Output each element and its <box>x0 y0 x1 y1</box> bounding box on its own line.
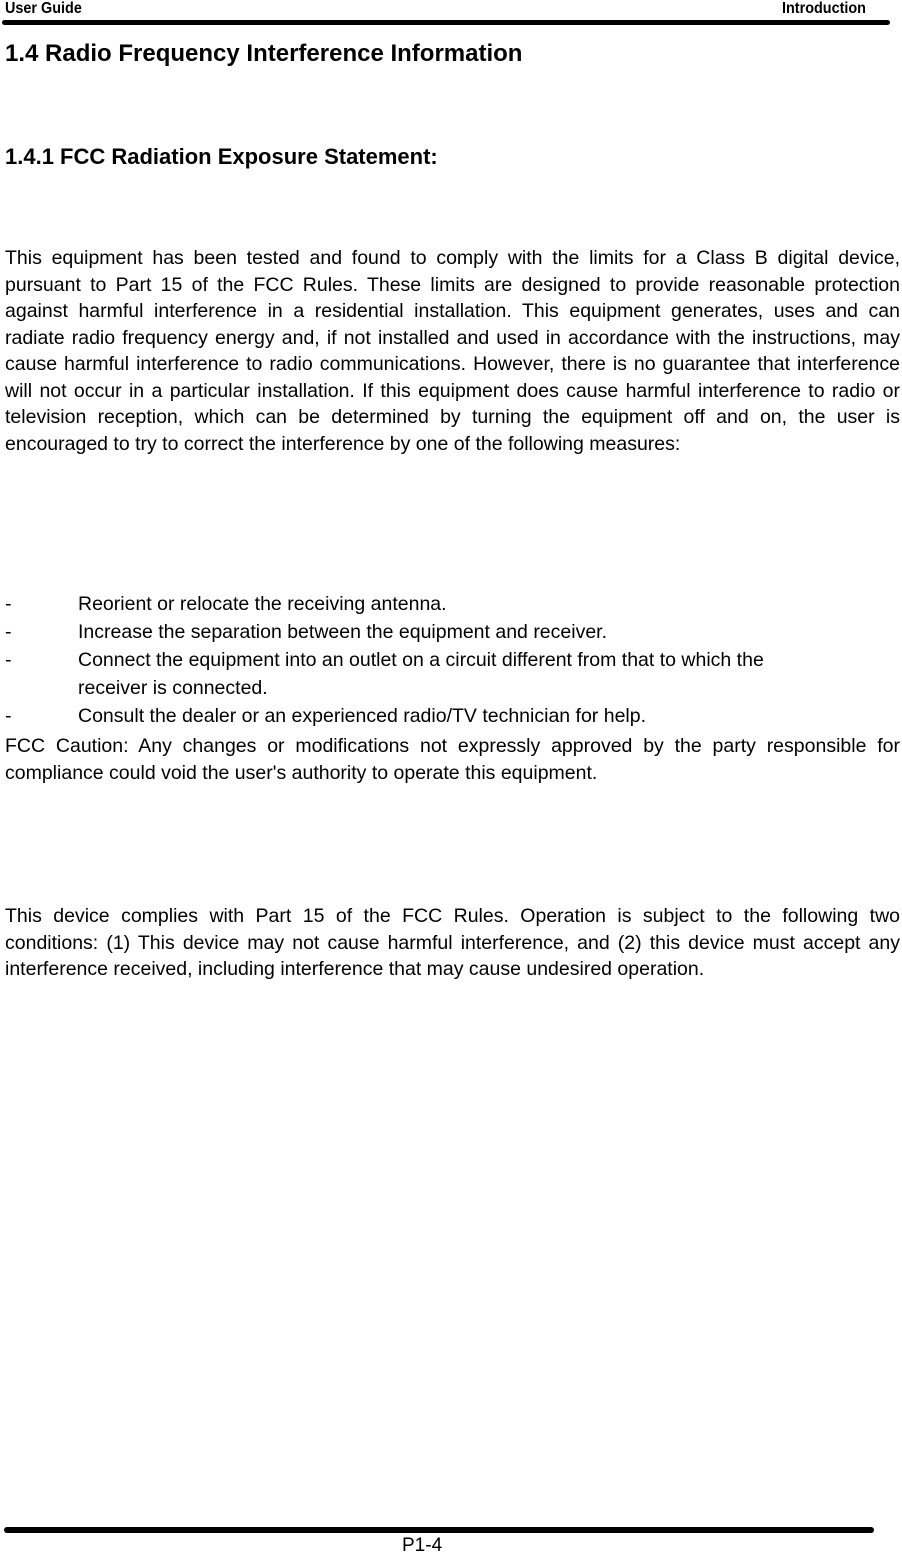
list-item-text: Reorient or relocate the receiving antenna. <box>78 593 447 615</box>
measures-list <box>5 590 900 730</box>
list-item <box>5 702 900 730</box>
list-bullet: - <box>5 705 12 727</box>
section-title: 1.4 Radio Frequency Interference Information <box>5 40 523 67</box>
list-bullet: - <box>5 621 12 643</box>
list-bullet: - <box>5 649 12 671</box>
list-item <box>5 646 900 702</box>
footer-divider <box>4 1527 874 1533</box>
header-divider <box>2 20 890 25</box>
paragraph-compliance: This equipment has been tested and found to comply with the limits for a Class B digital device, pursuant to Part 15 of the FCC Rules. These limits are designed to provide reasonable protection against harmful interference in a residential installation. This equipment generates, uses and can radiate radio frequency energy and, if not installed and used in accordance with the instructions, may cause harmful interference to radio communications. However, there is no guarantee that interference will not occur in a particular installation. If this equipment does cause harmful interference to radio or television reception, which can be determined by turning the equipment off and on, the user is encouraged to try to correct the interference by one of the following measures: <box>5 247 900 455</box>
list-item-text: Consult the dealer or an experienced radio/TV technician for help. <box>78 705 647 727</box>
page-number: P1-4 <box>402 1535 443 1556</box>
header-left-label: User Guide <box>5 0 82 17</box>
paragraph-fcc-caution: FCC Caution: Any changes or modifications not expressly approved by the party responsible for compliance could void the user's authority to operate this equipment. <box>5 735 900 784</box>
list-item-text: Increase the separation between the equipment and receiver. <box>78 621 608 643</box>
subsection-title: 1.4.1 FCC Radiation Exposure Statement: <box>5 144 438 169</box>
header-right-label: Introduction <box>782 0 866 17</box>
list-bullet: - <box>5 593 12 615</box>
list-item <box>5 618 900 646</box>
list-item-text: Connect the equipment into an outlet on a circuit different from that to which the receiver is connected. <box>78 649 764 699</box>
list-item <box>5 590 900 618</box>
paragraph-part15-conditions: This device complies with Part 15 of the FCC Rules. Operation is subject to the following two conditions: (1) This device may not cause harmful interference, and (2) this device must accept any interference received, including interference that may cause undesired operation. <box>5 905 900 980</box>
